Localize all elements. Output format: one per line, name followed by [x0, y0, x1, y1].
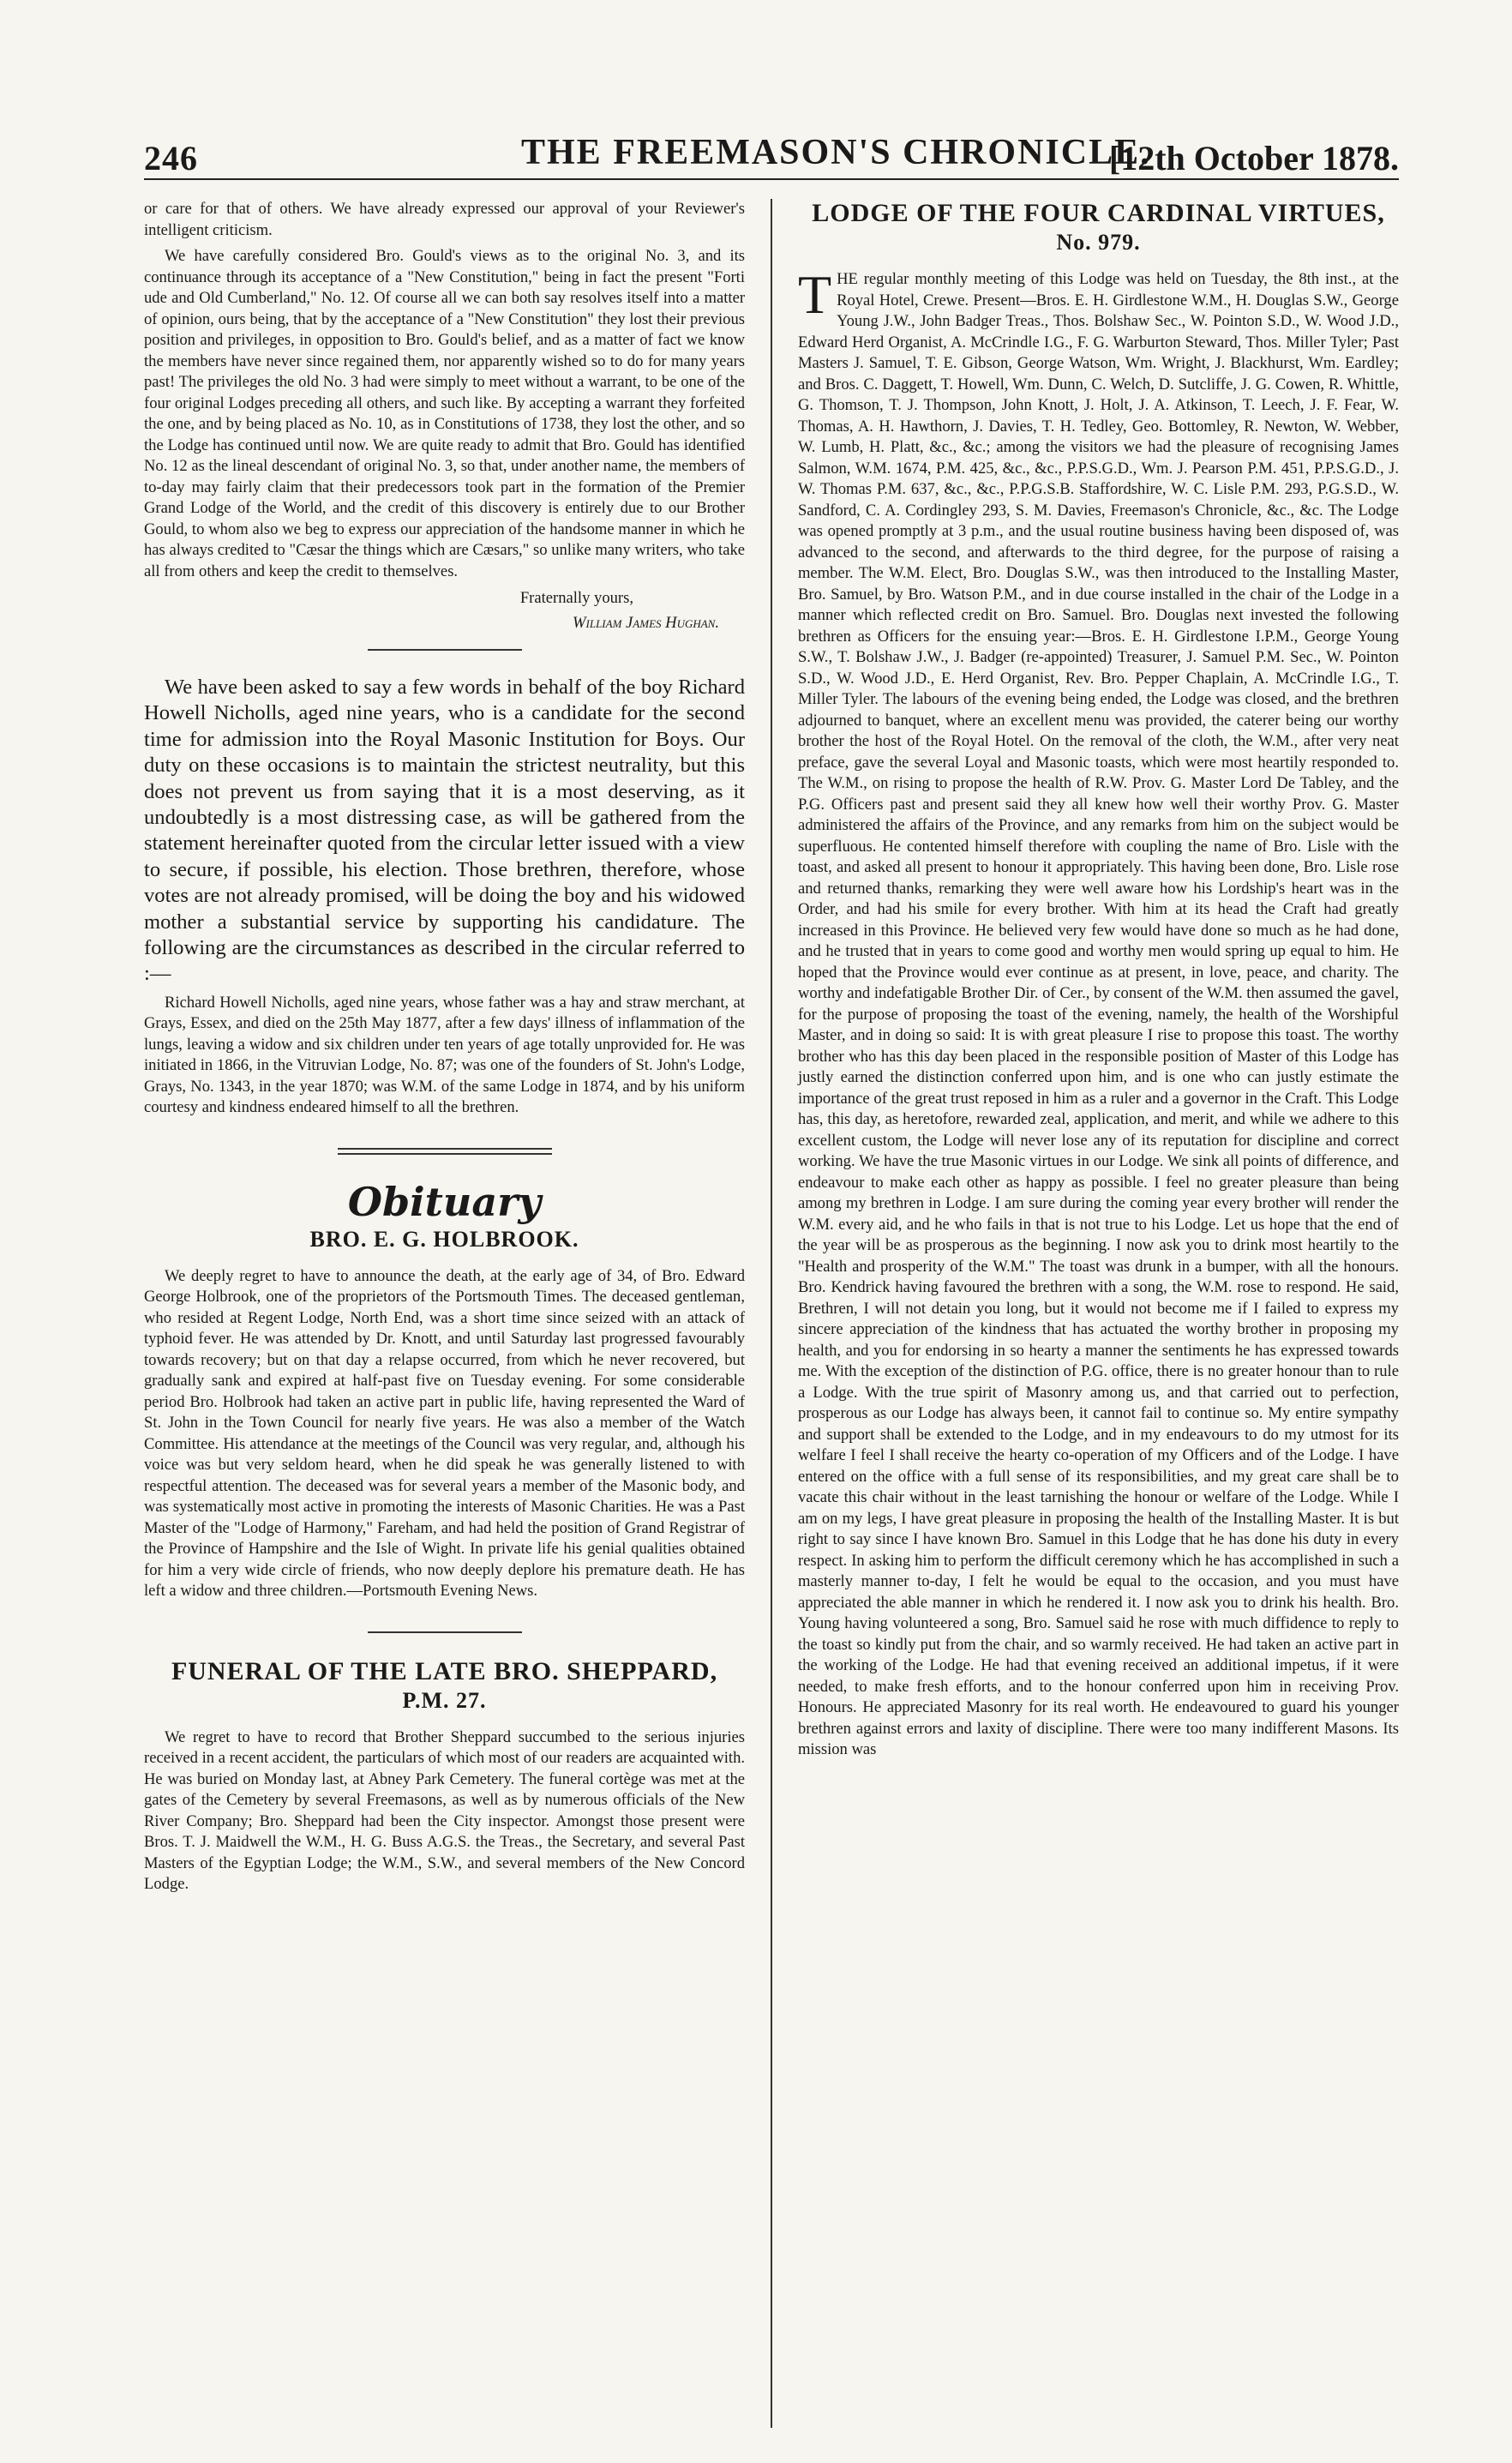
masthead: [144, 127, 1399, 180]
left-column: [144, 199, 764, 2428]
right-column: [779, 199, 1399, 2428]
obituary-paragraph: We deeply regret to have to announce the death, at the early age of 34, of Bro. Edward George Holbrook, one of the proprietors of the Portsmouth Times. The deceased gentleman, who resided at Regent Lodge, North End, was a short time since seized with an attack of typhoid fever. He was attended by Dr. Knott, and until Saturday last progressed favourably towards recovery; but on that day a relapse occurred, from which he never recovered, but gradually sank and expired at half-past five on Tuesday evening. For some considerable period Bro. Holbrook had taken an active part in public life, having represented the Ward of St. John in the Town Council for nearly five years. He was also a member of the Watch Committee. His attendance at the meetings of the Council was very regular, and, although his voice was but very seldom heard, when he did speak he was generally listened to with respectful attention. The deceased was for several years a member of the Masonic body, and was systematically most active in promoting the interests of Masonic Charities. He was a Past Master of the "Lodge of Harmony," Fareham, and had held the position of Grand Registrar of the Province of Hampshire and the Isle of Wight. In private life his genial qualities obtained for him a very wide circle of friends, who now deeply deplore his premature death. He has left a widow and three children.—Portsmouth Evening News.: [144, 1266, 746, 1601]
section-divider: [338, 1148, 552, 1155]
letter-paragraph: We have carefully considered Bro. Gould's views as to the original No. 3, and its continuance through its acceptance of a "New Constitution," being in fact the present "Forti ude and Old Cumberland," No. 12. Of course all we can both say resolves itself into a matter of opinion, ours being, that by the acceptance of a "New Constitution" they lost their previous position and privileges, in opposition to Bro. Gould's belief, and as a matter of fact we know the members have never since regained them, nor apparently wished so to do for many years past! The privileges the old No. 3 had were simply to meet without a warrant, to be one of the four original Lodges preceding all others, and such like. By accepting a warrant they forfeited the one, and by being placed as No. 10, as in Constitutions of 1738, they lost the other, and so the Lodge has continued until now. We are quite ready to admit that Bro. Gould has identified No. 12 as the lineal descendant of original No. 3, so that, under another name, the members of to-day may fairly claim that their predecessors took part in the formation of the Premier Grand Lodge of the World, and the credit of this discovery is entirely due to our Brother Gould, to whom also we beg to express our appreciation of the handsome manner in which he has always credited to "Cæsar the things which are Cæsars," so unlike many writers, who take all from others and keep the credit to themselves.: [144, 247, 746, 580]
letter-paragraph: or care for that of others. We have already expressed our approval of your Reviewer's intelligent criticism.: [144, 200, 746, 239]
lodge-heading: LODGE OF THE FOUR CARDINAL VIRTUES,: [812, 199, 1385, 227]
drop-cap: T: [797, 264, 832, 325]
publication-title: THE FREEMASON'S CHRONICLE.: [521, 133, 1151, 172]
issue-date: [12th October 1878.: [1108, 139, 1399, 177]
lodge-paragraph: [797, 264, 1399, 1761]
funeral-paragraph: We regret to have to record that Brother Sheppard succumbed to the serious injuries received in a recent accident, the particulars of which most of our readers are acquainted with. He was buried on Monday last, at Abney Park Cemetery. The funeral cortège was met at the gates of the Cemetery by several Freemasons, as well as by numerous officials of the New River Company; Bro. Sheppard had been the City inspector. Amongst those present were Bros. T. J. Maidwell the W.M., H. G. Buss A.G.S. the Treas., the Secretary, and several Past Masters of the Egyptian Lodge; the W.M., S.W., and several members of the New Concord Lodge.: [144, 1727, 746, 1894]
funeral-subheading: P.M. 27.: [402, 1687, 487, 1713]
letter-signature: William James Hughan.: [573, 614, 720, 632]
obituary-subheading: BRO. E. G. HOLBROOK.: [309, 1226, 579, 1252]
page-number: 246: [144, 139, 198, 177]
funeral-heading: FUNERAL OF THE LATE BRO. SHEPPARD,: [171, 1656, 718, 1685]
lodge-subheading: No. 979.: [1056, 230, 1141, 255]
appeal-paragraph: Richard Howell Nicholls, aged nine years, whose father was a hay and straw merchant, at Grays, Essex, and died on the 25th May 1877, after a few days' illness of inflammation of the lungs, leaving a widow and six children under ten years of age totally unprovided for. He was initiated in 1866, in the Vitruvian Lodge, No. 87; was one of the founders of St. John's Lodge, Grays, No. 1343, in the year 1870; was W.M. of the same Lodge in 1874, and by his uniform courtesy and kindness endeared himself to all the brethren.: [144, 993, 746, 1117]
obituary-heading: Obituary: [347, 1178, 542, 1225]
lodge-paragraph-text: HE regular monthly meeting of this Lodge was held on Tuesday, the 8th inst., at the Royal Hotel, Crewe. Present—Bros. E. H. Girdlestone W.M., H. Douglas S.W., George Young J.W., John Badger Treas., Thos. Bolshaw Sec., W. Pointon S.D., W. Wood J.D., Edward Herd Organist, A. McCrindle I.G., F. G. Warburton Steward, Thos. Miller Tyler; Past Masters J. Samuel, T. E. Gibson, George Watson, Wm. Wright, J. Blackhurst, Wm. Eardley; and Bros. C. Daggett, T. Howell, Wm. Dunn, C. Welch, D. Sutcliffe, J. G. Cowen, R. Whittle, G. Thomson, T. J. Thompson, John Knott, J. Holt, J. A. Atkinson, T. Leech, J. F. Fear, W. Thomas, A. H. Hawthorn, J. Davies, T. H. Tedley, Geo. Bottomley, R. Newton, W. Webber, W. Lumb, H. Platt, &c., &c.; among the visitors we had the pleasure of recognising James Salmon, W.M. 1674, P.M. 425, &c., &c., P.P.S.G.D., Wm. J. Pearson P.M. 451, P.P.S.G.D., J. W. Thomas P.M. 637, &c., &c., P.P.G.S.B. Staffordshire, W. C. Lisle P.M. 293, P.G.S.D., W. Sandford, C. A. Cordingley 293, S. M. Davies, Freemason's Chronicle, &c., &c. The Lodge was opened promptly at 3 p.m., and the usual routine business having been disposed of, was advanced to the second, and afterwards to the third degree, for the purpose of raising a member. The W.M. Elect, Bro. Douglas S.W., was then introduced to the Installing Master, Bro. Samuel, by Bro. Watson P.M., and in due course installed in the chair of the Lodge in a manner which reflected credit on Bro. Samuel. Bro. Douglas next invested the following brethren as Officers for the ensuing year:—Bros. E. H. Girdlestone I.P.M., George Young S.W., T. Bolshaw J.W., J. Badger (re-appointed) Treasurer, J. Samuel P.M. Sec., W. Pointon S.D., W. Wood J.D., E. Herd Organist, Rev. Bro. Pepper Chaplain, A. McCrindle I.G., T. Miller Tyler. The labours of the evening being ended, the Lodge was closed, and the brethren adjourned to banquet, where an excellent menu was provided, the caterer being our worthy brother the host of the Royal Hotel. On the removal of the cloth, the W.M., after very neat preface, gave the several Loyal and Masonic toasts, which were most heartily responded to. The W.M., on rising to propose the health of R.W. Prov. G. Master Lord De Tabley, and the P.G. Officers past and present said they all knew how well their worthy Prov. G. Master administered the affairs of the Province, and any remarks from him on the subject would be superfluous. He contented himself therefore with coupling the name of Bro. Lisle with the toast, and asked all present to honour it appropriately. This having been done, Bro. Lisle rose and returned thanks, remarking they were well aware how his Lordship's heart was in the Order, and had his smile for every brother. With him at its head the Craft had greatly increased in this Province. He believed very few would have done so much as he had done, and he trusted that in years to come good and worthy men would spring up equal to him. He hoped that the Province would ever continue as at present, in love, peace, and charity. The worthy and indefatigable Brother Dir. of Cer., by consent of the W.M. then assumed the gavel, for the purpose of proposing the toast of the evening, namely, the health of the Worshipful Master, and in doing so said: It is with great pleasure I rise to propose this toast. The worthy brother who has this day been placed in the responsible position of Master of this Lodge has justly earned the distinction conferred upon him, and is one who can justly estimate the importance of the great trust reposed in him as a ruler and a governor in the Craft. This Lodge has, this day, as heretofore, rewarded zeal, application, and merit, and while we adhere to this excellent custom, the Lodge will never lose any of its reputation for discipline and correct working. We have the true Masonic virtues in our Lodge. We sink all points of difference, and endeavour to make each other as happy as possible. I feel no greater pleasure than being among my brethren in Lodge. I am sure during the coming year every brother will render the W.M. every aid, and he who fails in that is not true to his Lodge. Let us hope that the end of the year will be as prosperous as the beginning. I now ask you to drink most heartily to the "Health and prosperity of the W.M." The toast was drunk in a bumper, with all the honours. Bro. Kendrick having favoured the brethren with a song, the W.M. rose to respond. He said, Brethren, I will not detain you long, but it would not become me if I failed to express my sincere appreciation of the kindness that has actuated the worthy brother in proposing my health, and you for endorsing in so hearty a manner the sentiments he has expressed towards me. With the exception of the distinction of P.G. office, there is no greater honour than to rule a Lodge. With the true spirit of Masonry among us, and that carried out to perfection, prosperous as our Lodge has always been, it cannot fail to continue so. My entire sympathy and support shall be extended to the Lodge, and in my endeavours to do my utmost for its welfare I feel I shall receive the hearty co-operation of my Officers and of the Lodge. I have entered on the office with a full sense of its responsibilities, and my great care shall be to vacate this chair without in the least tarnishing the honour or welfare of the Lodge. While I am on my legs, I have great pleasure in proposing the health of the Installing Master. It is but right to say since I have known Bro. Samuel in this Lodge that he has done his duty in every respect. In asking him to perform the difficult ceremony which he has accomplished in such a masterly manner to-day, I felt he would be equal to the occasion, and you must have appreciated the able manner in which he rendered it. I now ask you to drink his health. Bro. Young having volunteered a song, Bro. Samuel said he rose with much diffidence to reply to the toast so kindly put from the chair, and so warmly received. He had taken an active part in the working of the Lodge. He had that evening received an additional impetus, if it were needed, to make fresh efforts, and to the honour conferred upon him in receiving Prov. Honours. He appreciated Masonry for its real worth. He endeavoured to guard his younger brethren against errors and laxity of discipline. There were too many indifferent Masons. Its mission was: [797, 270, 1399, 1758]
columns: [144, 199, 1399, 2428]
appeal-paragraph: We have been asked to say a few words in behalf of the boy Richard Howell Nicholls, aged nine years, who is a candidate for the second time for admission into the Royal Masonic Institution for Boys. Our duty on these occasions is to maintain the strictest neutrality, but this does not prevent us from saying that it is a most deserving, as it undoubtedly is a most distressing case, as will be gathered from the statement hereinafter quoted from the circular letter issued with a view to secure, if possible, his election. Those brethren, therefore, whose votes are not already promised, will be doing the boy and his widowed mother a substantial service by supporting his candidature. The following are the circumstances as described in the circular referred to :—: [144, 676, 746, 986]
column-rule: [771, 199, 772, 2428]
letter-signoff: Fraternally yours,: [519, 589, 634, 607]
